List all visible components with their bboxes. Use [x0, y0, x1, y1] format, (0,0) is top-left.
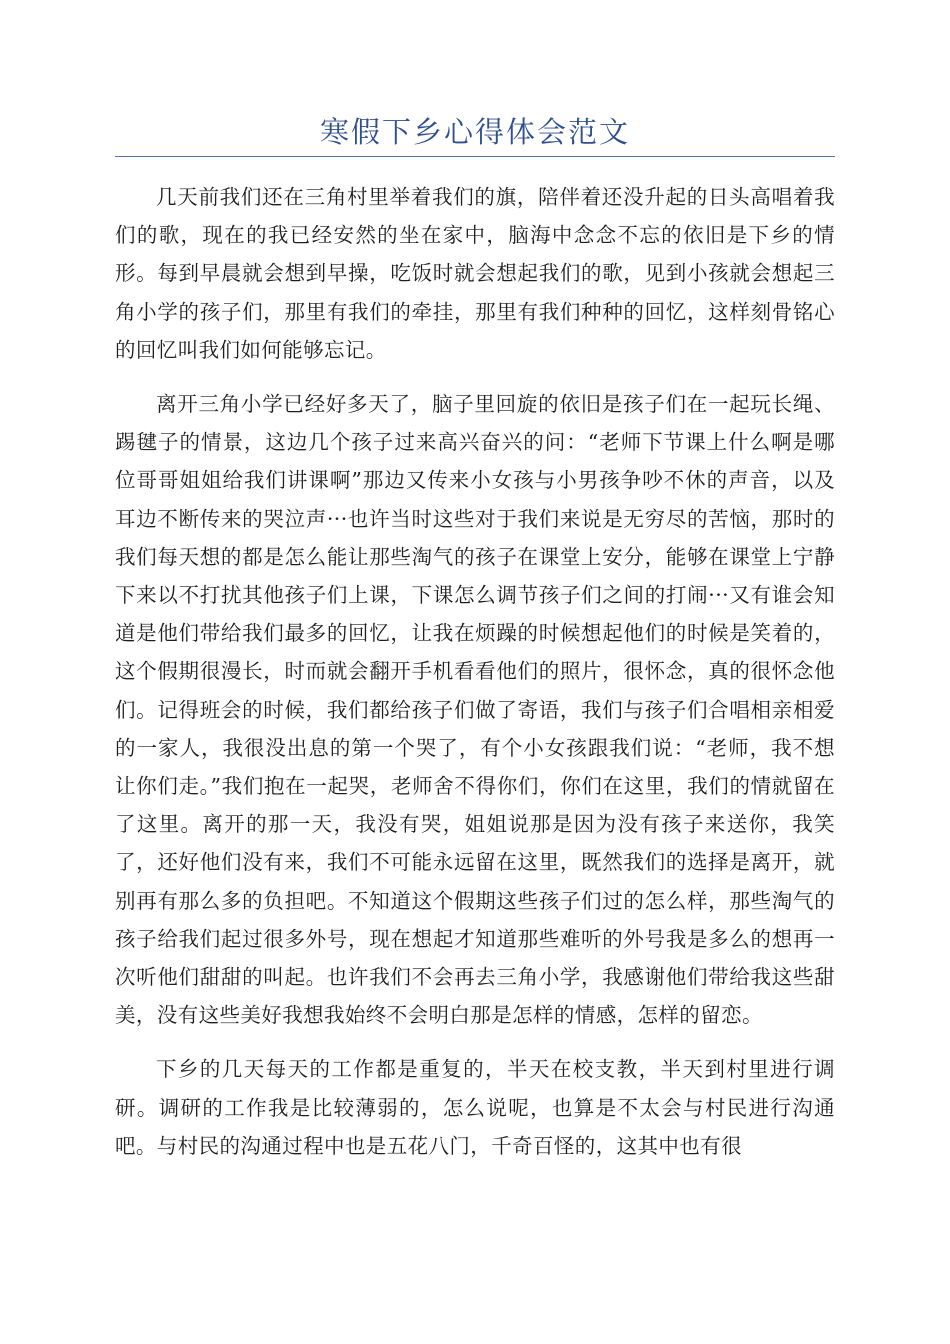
document-body [115, 178, 835, 1181]
document-title: 寒假下乡心得体会范文 [319, 115, 630, 149]
paragraph-2: 离开三角小学已经好多天了，脑子里回旋的依旧是孩子们在一起玩长绳、踢毽子的情景，这边几个孩子过来高兴奋兴的问：“老师下节课上什么啊是哪位哥哥姐姐给我们讲课啊”那边又传来小女孩与小男孩争吵不休的声音，以及耳边不断传来的哭泣声···也许当时这些对于我们来说是无穷尽的苦恼，那时的我们每天想的都是怎么能让那些淘气的孩子在课堂上安分，能够在课堂上宁静下来以不打扰其他孩子们上课，下课怎么调节孩子们之间的打闹···又有谁会知道是他们带给我们最多的回忆，让我在烦躁的时候想起他们的时候是笑着的，这个假期很漫长，时而就会翻开手机看看他们的照片，很怀念，真的很怀念他们。记得班会的时候，我们都给孩子们做了寄语，我们与孩子们合唱相亲相爱的一家人，我很没出息的第一个哭了，有个小女孩跟我们说：“老师，我不想让你们走。”我们抱在一起哭，老师舍不得你们，你们在这里，我们的情就留在了这里。离开的那一天，我没有哭，姐姐说那是因为没有孩子来送你，我笑了，还好他们没有来，我们不可能永远留在这里，既然我们的选择是离开，就别再有那么多的负担吧。不知道这个假期这些孩子们过的怎么样，那些淘气的孩子给我们起过很多外号，现在想起才知道那些难听的外号我是多么的想再一次听他们甜甜的叫起。也许我们不会再去三角小学，我感谢他们带给我这些甜美，没有这些美好我想我始终不会明白那是怎样的情感，怎样的留恋。 [115, 392, 835, 1028]
title-block [115, 112, 835, 157]
paragraph-1: 几天前我们还在三角村里举着我们的旗，陪伴着还没升起的日头高唱着我们的歌，现在的我已经安然的坐在家中，脑海中念念不忘的依旧是下乡的情形。每到早晨就会想到早操，吃饭时就会想起我们的歌，见到小孩就会想起三角小学的孩子们，那里有我们的牵挂，那里有我们种种的回忆，这样刻骨铭心的回忆叫我们如何能够忘记。 [115, 185, 835, 362]
paragraph-3: 下乡的几天每天的工作都是重复的，半天在校支教，半天到村里进行调研。调研的工作我是比较薄弱的，怎么说呢，也算是不太会与村民进行沟通吧。与村民的沟通过程中也是五花八门，千奇百怪的，这其中也有很 [115, 1057, 835, 1158]
